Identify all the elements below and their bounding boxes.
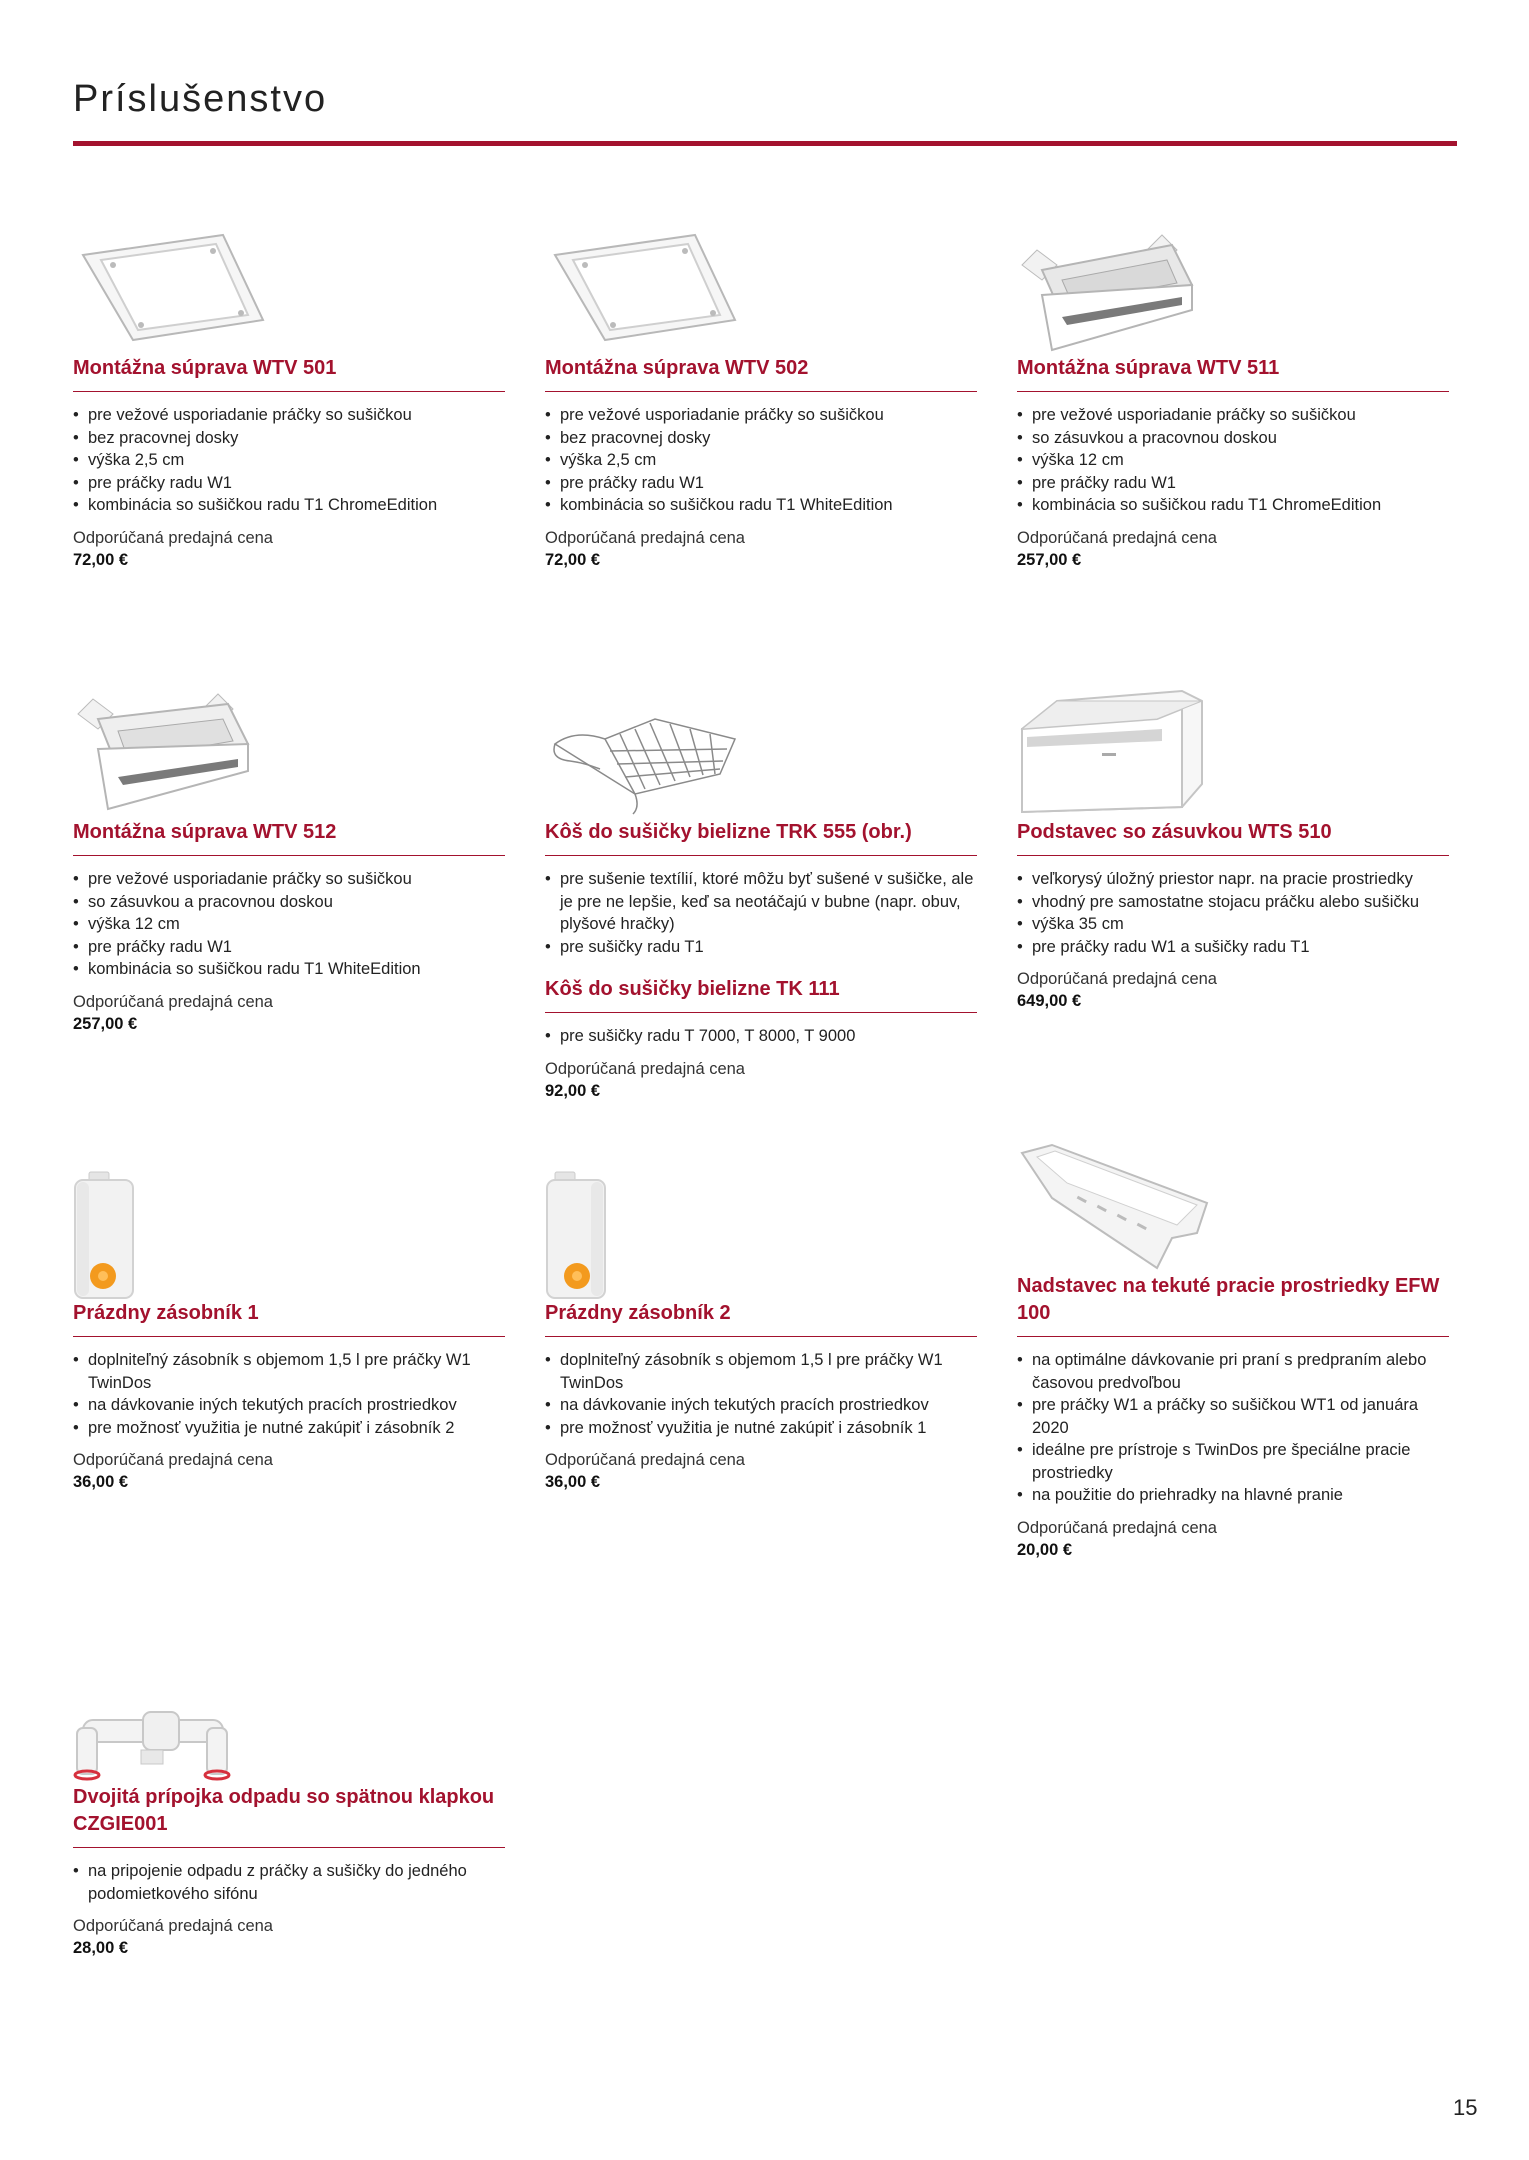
feature-item: • výška 12 cm [73,913,505,936]
feature-item: • veľkorysý úložný priestor napr. na pracie prostriedky [1017,868,1449,891]
feature-item: • bez pracovnej dosky [73,427,505,450]
product-wtv-501 [73,225,505,571]
product-image [545,225,977,355]
feature-item: • doplniteľný zásobník s objemom 1,5 l pre práčky W1 TwinDos [545,1349,977,1394]
price-label: Odporúčaná predajná cena [1017,1518,1217,1537]
feature-item: • pre sušičky radu T 7000, T 8000, T 9000 [545,1025,977,1048]
price-label: Odporúčaná predajná cena [1017,528,1217,547]
feature-item: • pre vežové usporiadanie práčky so sušičkou [73,404,505,427]
feature-item: • pre práčky radu W1 a sušičky radu T1 [1017,936,1449,959]
product-image [545,689,977,819]
feature-item: • kombinácia so sušičkou radu T1 WhiteEdition [73,958,505,981]
feature-list-secondary [545,1025,977,1048]
price-value: 36,00 € [73,1473,129,1491]
feature-item: • kombinácia so sušičkou radu T1 WhiteEdition [545,494,977,517]
price-value: 28,00 € [73,1939,129,1957]
feature-list [1017,404,1449,517]
product-wtv-511 [1017,225,1449,571]
feature-list [545,404,977,517]
price-value: 257,00 € [1017,550,1082,569]
product-image [1017,1143,1449,1273]
price-value: 92,00 € [545,1081,601,1100]
product-name: Montážna súprava WTV 501 [73,355,505,392]
feature-item: • pre sušenie textílií, ktoré môžu byť sušené v sušičke, ale je pre ne lepšie, keď sa neotáčajú v bubne (napr. obuv, plyšové hračky) [545,868,977,936]
price-value: 72,00 € [545,550,601,569]
price-label: Odporúčaná predajná cena [545,1451,745,1469]
product-name: Prázdny zásobník 1 [73,1300,505,1337]
price-value: 649,00 € [1017,992,1082,1010]
price-label: Odporúčaná predajná cena [73,1451,273,1469]
feature-list [73,1349,505,1439]
product-name: Prázdny zásobník 2 [545,1300,977,1337]
product-name: Montážna súprava WTV 511 [1017,355,1449,392]
feature-item: • doplniteľný zásobník s objemom 1,5 l pre práčky W1 TwinDos [73,1349,505,1394]
price-label: Odporúčaná predajná cena [73,1917,273,1935]
feature-item: • výška 35 cm [1017,913,1449,936]
feature-list [73,868,505,981]
feature-item: • bez pracovnej dosky [545,427,977,450]
feature-item: • so zásuvkou a pracovnou doskou [73,891,505,914]
feature-item: • na použitie do priehradky na hlavné pranie [1017,1484,1449,1507]
feature-item: • pre sušičky radu T1 [545,936,977,959]
feature-item: • pre práčky W1 a práčky so sušičkou WT1 od januára 2020 [1017,1394,1449,1439]
price-value: 72,00 € [73,550,129,569]
product-image [545,1170,977,1300]
product-image [73,1654,505,1784]
feature-item: • pre práčky radu W1 [545,472,977,495]
title-divider [73,141,1457,146]
feature-item: • výška 2,5 cm [73,449,505,472]
product-trk-555 [545,689,977,1102]
feature-list [73,1860,505,1905]
feature-item: • výška 2,5 cm [545,449,977,472]
feature-item: • so zásuvkou a pracovnou doskou [1017,427,1449,450]
price-label: Odporúčaná predajná cena [73,528,273,547]
feature-item: • pre vežové usporiadanie práčky so sušičkou [73,868,505,891]
product-zasobnik-2 [545,1170,977,1493]
product-wtv-502 [545,225,977,571]
feature-item: • ideálne pre prístroje s TwinDos pre špeciálne pracie prostriedky [1017,1439,1449,1484]
feature-list [73,404,505,517]
product-name: Nadstavec na tekuté pracie prostriedky EFW 100 [1017,1273,1449,1337]
product-image [73,689,505,819]
feature-item: • vhodný pre samostatne stojacu práčku alebo sušičku [1017,891,1449,914]
price-value: 257,00 € [73,1014,138,1033]
price-label: Odporúčaná predajná cena [545,528,745,547]
product-image [73,225,505,355]
feature-item: • na pripojenie odpadu z práčky a sušičky do jedného podomietkového sifónu [73,1860,505,1905]
product-name: Montážna súprava WTV 512 [73,819,505,856]
page-number: 15 [1453,2095,1478,2120]
product-efw-100 [1017,1143,1449,1561]
feature-item: • pre práčky radu W1 [1017,472,1449,495]
product-image [1017,225,1449,355]
feature-list [1017,1349,1449,1507]
feature-item: • výška 12 cm [1017,449,1449,472]
feature-item: • pre možnosť využitia je nutné zakúpiť i zásobník 1 [545,1417,977,1440]
product-image [1017,689,1449,819]
feature-item: • pre vežové usporiadanie práčky so sušičkou [545,404,977,427]
price-value: 36,00 € [545,1473,601,1491]
product-name-secondary: Kôš do sušičky bielizne TK 111 [545,976,977,1013]
feature-item: • na optimálne dávkovanie pri praní s predpraním alebo časovou predvoľbou [1017,1349,1449,1394]
feature-list [545,868,977,958]
feature-list [1017,868,1449,958]
page-title: Príslušenstvo [73,78,328,120]
product-name: Montážna súprava WTV 502 [545,355,977,392]
price-label: Odporúčaná predajná cena [1017,970,1217,988]
price-label: Odporúčaná predajná cena [73,992,273,1011]
product-name: Kôš do sušičky bielizne TRK 555 (obr.) [545,819,977,856]
price-label: Odporúčaná predajná cena [545,1059,745,1078]
feature-item: • pre práčky radu W1 [73,472,505,495]
product-wtv-512 [73,689,505,1035]
feature-item: • pre práčky radu W1 [73,936,505,959]
feature-item: • pre vežové usporiadanie práčky so sušičkou [1017,404,1449,427]
feature-item: • pre možnosť využitia je nutné zakúpiť i zásobník 2 [73,1417,505,1440]
product-image [73,1170,505,1300]
feature-item: • kombinácia so sušičkou radu T1 ChromeEdition [73,494,505,517]
product-name: Podstavec so zásuvkou WTS 510 [1017,819,1449,856]
feature-item: • kombinácia so sušičkou radu T1 ChromeEdition [1017,494,1449,517]
feature-list [545,1349,977,1439]
product-name: Dvojitá prípojka odpadu so spätnou klapkou CZGIE001 [73,1784,505,1848]
product-czgie001 [73,1654,505,1959]
price-value: 20,00 € [1017,1540,1073,1559]
feature-item: • na dávkovanie iných tekutých pracích prostriedkov [545,1394,977,1417]
product-wts-510 [1017,689,1449,1012]
product-zasobnik-1 [73,1170,505,1493]
feature-item: • na dávkovanie iných tekutých pracích prostriedkov [73,1394,505,1417]
